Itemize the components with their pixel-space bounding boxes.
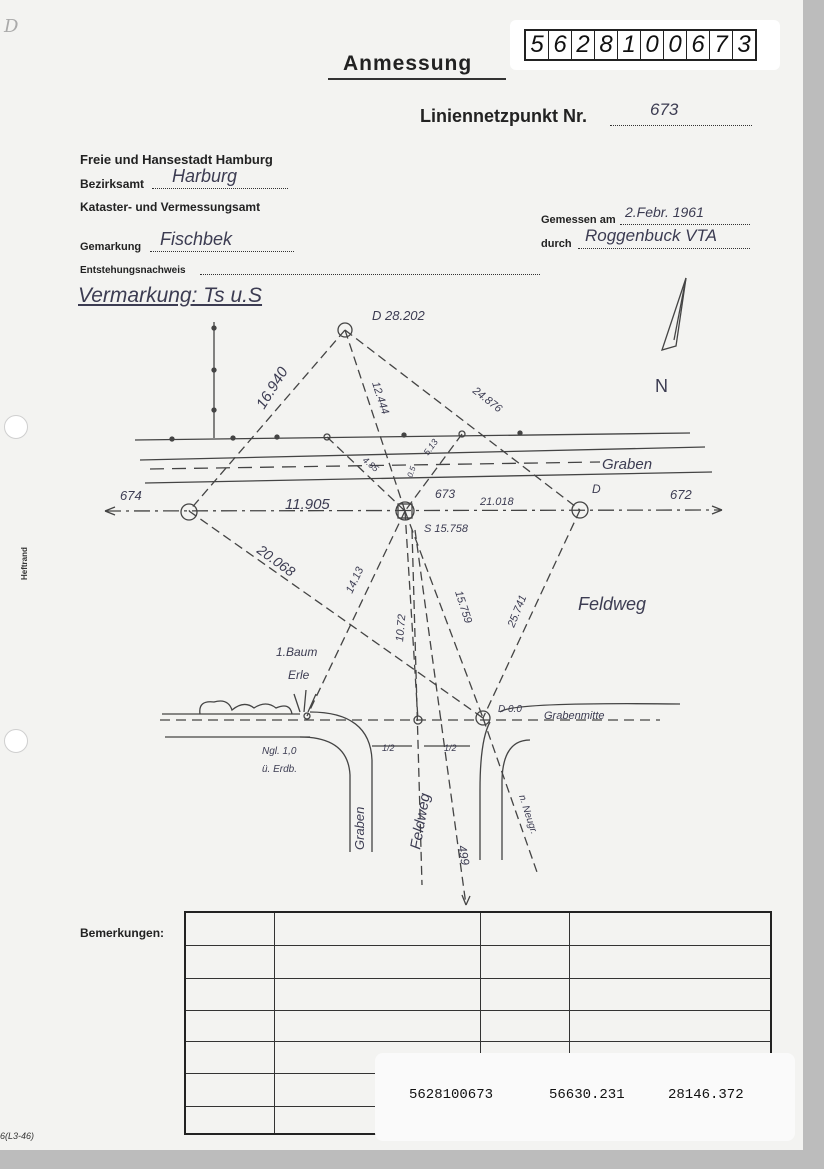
hedge-point — [212, 368, 216, 372]
point-number-value: 673 — [650, 100, 679, 119]
office-label: Kataster- und Vermessungsamt — [80, 200, 261, 214]
point-number-label: Liniennetzpunkt Nr. — [420, 106, 588, 126]
road-curve-c — [480, 722, 490, 860]
tie-left-bottom — [189, 511, 483, 718]
id-digit: 0 — [664, 31, 687, 59]
id-digit: 6 — [687, 31, 710, 59]
by-label: durch — [541, 238, 572, 250]
corner-mark: D — [4, 16, 19, 37]
station-674 — [181, 504, 197, 520]
document-title: Anmessung — [343, 52, 473, 75]
district-label: Bezirksamt — [80, 177, 145, 191]
dist-25741: 25.741 — [505, 593, 530, 630]
label-erdb: ü. Erdb. — [262, 764, 298, 775]
dist-15759: 15.759 — [452, 589, 474, 625]
road-point — [402, 433, 406, 437]
dist-16940: 16.940 — [252, 364, 292, 413]
label-graben: Graben — [602, 456, 653, 473]
road-point — [231, 436, 235, 440]
dir-line-3 — [483, 718, 538, 875]
origin-label: Entstehungsnachweis — [80, 265, 186, 276]
road-point — [275, 435, 279, 439]
by-value: Roggenbuck VTA — [585, 226, 717, 245]
id-digit: 6 — [549, 31, 572, 59]
arrow-down — [462, 895, 470, 905]
north-label: N — [655, 376, 668, 396]
coord-id: 5628100673 — [409, 1087, 494, 1103]
form-code: 6(L3-46) — [0, 1131, 35, 1141]
dist-11905: 11.905 — [285, 496, 330, 513]
label-erle: Erle — [288, 668, 310, 682]
label-right-d: D — [592, 482, 601, 496]
label-top-point: D 28.202 — [372, 308, 425, 323]
coordinate-label — [375, 1053, 795, 1141]
label-grabenmitte: Grabenmitte — [544, 710, 605, 722]
label-baum: 1.Baum — [276, 645, 318, 659]
coord-y: 28146.372 — [668, 1087, 744, 1103]
label-674: 674 — [120, 488, 142, 503]
label-673: 673 — [435, 487, 456, 501]
label-direction-neugr: n. Neugr. — [516, 793, 540, 836]
road-point — [518, 431, 522, 435]
dist-24876: 24.876 — [470, 384, 505, 416]
hedge-point — [212, 408, 216, 412]
tie-center-tree — [307, 511, 405, 716]
measured-value: 2.Febr. 1961 — [625, 204, 704, 220]
id-digit: 0 — [641, 31, 664, 59]
dist-10-72: 10.72 — [394, 613, 409, 643]
vermarkung-note: Vermarkung: Ts u.S — [78, 284, 263, 307]
graben-curve-b — [300, 737, 350, 852]
gemarkung-label: Gemarkung — [80, 241, 142, 253]
tie-top-center — [345, 330, 405, 511]
id-digit: 2 — [572, 31, 595, 59]
dist-5-13: 5.13 — [421, 437, 440, 458]
label-feldweg: Feldweg — [578, 594, 647, 614]
id-digit: 8 — [595, 31, 618, 59]
road-edge-3 — [145, 472, 712, 483]
tie-mark-center — [327, 437, 405, 511]
hedge-point — [212, 326, 216, 330]
label-half-2: 1/2 — [444, 743, 457, 753]
tie-right-bottom — [483, 510, 580, 718]
label-half-1: 1/2 — [382, 743, 395, 753]
dist-0-5: 0.5 — [405, 465, 418, 479]
measured-label: Gemessen am — [541, 214, 616, 226]
id-digit: 3 — [737, 31, 751, 58]
dist-21018: 21.018 — [480, 496, 514, 508]
road-edge-1 — [135, 433, 690, 440]
dist-4-85: 4.85 — [360, 454, 381, 474]
district-value: Harburg — [172, 166, 238, 186]
label-feldweg-vertical: Feldweg — [407, 791, 434, 851]
coord-x: 56630.231 — [549, 1087, 625, 1103]
id-digit: 7 — [710, 31, 733, 59]
label-bottom-point: D 0.0 — [498, 704, 522, 715]
id-digit: 1 — [618, 31, 641, 59]
label-672: 672 — [670, 487, 692, 502]
tie-top-left — [189, 330, 345, 511]
remarks-label: Bemerkungen: — [80, 926, 165, 940]
dist-12444: 12.444 — [369, 380, 391, 416]
label-direction-499: 499 — [455, 844, 473, 867]
label-ngl: Ngl. 1,0 — [262, 746, 297, 757]
dist-20068: 20.068 — [254, 541, 299, 580]
bushes — [200, 701, 292, 714]
authority-label: Freie und Hansestadt Hamburg — [80, 152, 273, 167]
id-digit: 5 — [526, 31, 549, 59]
road-point — [170, 437, 174, 441]
dist-14-13: 14.13 — [343, 565, 367, 596]
label-graben-vertical: Graben — [352, 806, 367, 850]
label-s: S 15.758 — [424, 523, 469, 535]
gemarkung-value: Fischbek — [160, 229, 233, 249]
heftrand-label: Heftrand — [20, 547, 29, 580]
tie-top-right — [345, 330, 580, 510]
tree-symbol — [294, 690, 316, 712]
table-col-line — [274, 913, 275, 1133]
